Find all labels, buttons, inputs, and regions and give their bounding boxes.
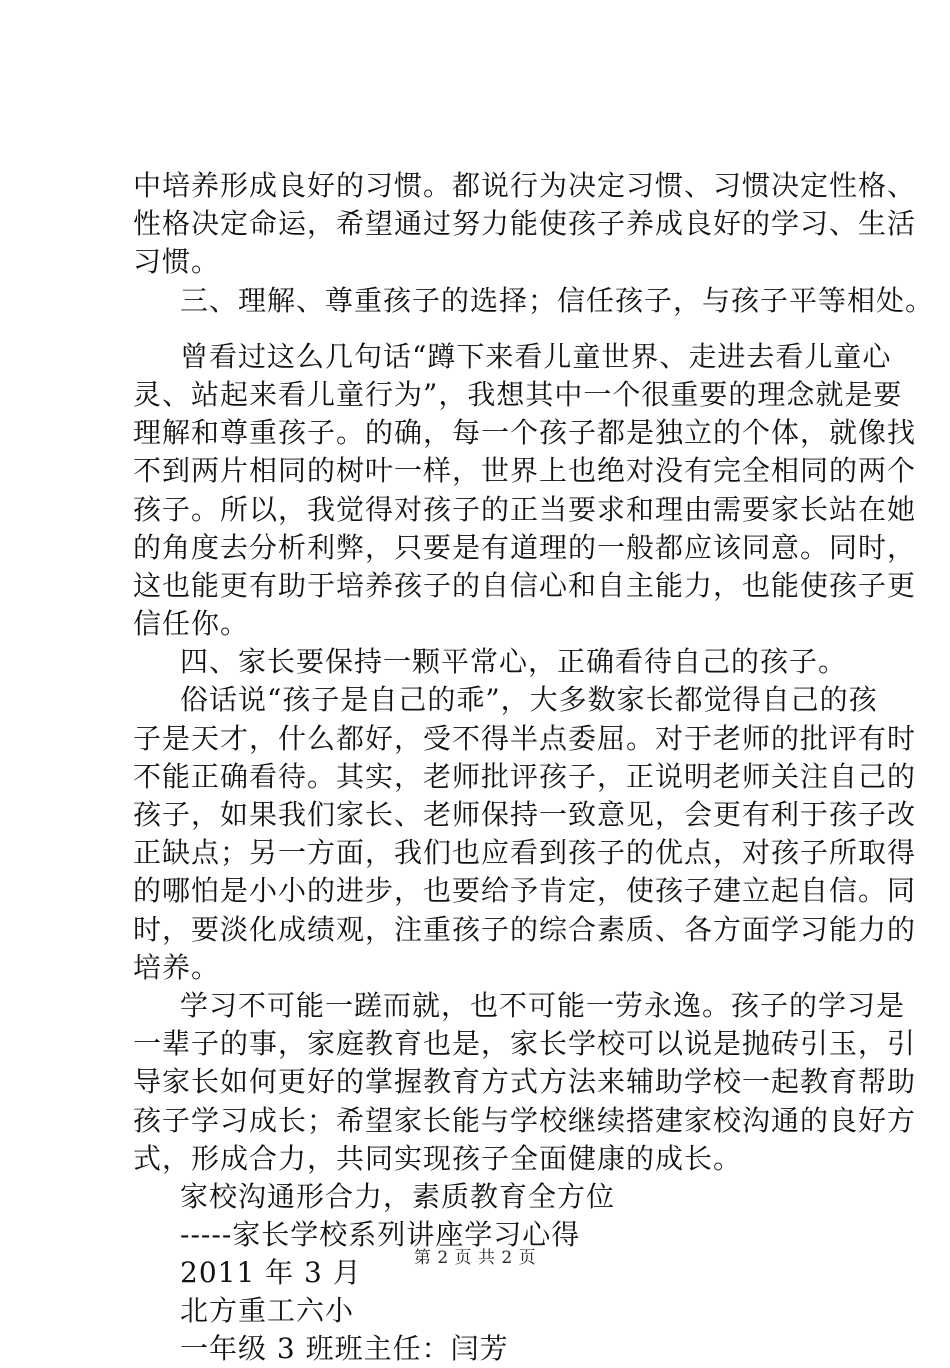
- text-line: 时，要淡化成绩观，注重孩子的综合素质、各方面学习能力的: [133, 912, 917, 946]
- text-line: 俗话说“孩子是自己的乖”，大多数家长都觉得自己的孩: [180, 683, 878, 717]
- text-line: 孩子。所以，我觉得对孩子的正当要求和理由需要家长站在她: [133, 492, 917, 526]
- signature-date: 2011 年 3 月: [180, 1255, 362, 1289]
- text-line: 曾看过这么几句话“蹲下来看儿童世界、走进去看儿童心: [180, 339, 892, 373]
- text-line: 性格决定命运，希望通过努力能使孩子养成良好的学习、生活: [133, 207, 917, 241]
- text-line: 培养。: [133, 950, 221, 984]
- text-line: 这也能更有助于培养孩子的自信心和自主能力，也能使孩子更: [133, 568, 917, 602]
- text-line: 中培养形成良好的习惯。都说行为决定习惯、习惯决定性格、: [133, 169, 917, 202]
- signature-subtitle: -----家长学校系列讲座学习心得: [180, 1217, 581, 1251]
- text-line: 一辈子的事，家庭教育也是，家长学校可以说是抛砖引玉，引: [133, 1027, 917, 1061]
- text-line: 导家长如何更好的掌握教育方式方法来辅助学校一起教育帮助: [133, 1065, 917, 1099]
- text-line: 孩子，如果我们家长、老师保持一致意见，会更有利于孩子改: [133, 798, 917, 831]
- text-line: 的角度去分析利弊，只要是有道理的一般都应该同意。同时，: [133, 530, 917, 564]
- text-line: 理解和尊重孩子。的确，每一个孩子都是独立的个体，就像找: [133, 416, 917, 450]
- text-line: 式，形成合力，共同实现孩子全面健康的成长。: [133, 1141, 743, 1175]
- text-line: 学习不可能一蹉而就，也不可能一劳永逸。孩子的学习是: [180, 988, 906, 1022]
- signature-school: 北方重工六小: [180, 1293, 355, 1327]
- section-heading: 四、家长要保持一颗平常心，正确看待自己的孩子。: [180, 645, 848, 679]
- text-line: 孩子学习成长；希望家长能与学校继续搭建家校沟通的良好方: [133, 1103, 917, 1137]
- signature-title: 家校沟通形合力，素质教育全方位: [180, 1179, 616, 1213]
- signature-author: 一年级 3 班班主任：闫芳: [180, 1331, 509, 1365]
- page-footer: 第 2 页 共 2 页: [413, 1248, 537, 1268]
- text-line: 不到两片相同的树叶一样，世界上也绝对没有完全相同的两个: [133, 454, 917, 488]
- text-line: 子是天才，什么都好，受不得半点委屈。对于老师的批评有时: [133, 721, 917, 755]
- paragraph-gap: [133, 320, 853, 338]
- text-line: 信任你。: [133, 607, 250, 641]
- text-line: 灵、站起来看儿童行为”，我想其中一个很重要的理念就是要: [133, 377, 903, 411]
- text-line: 不能正确看待。其实，老师批评孩子，正说明老师关注自己的: [133, 759, 917, 793]
- text-line: 正缺点；另一方面，我们也应看到孩子的优点，对孩子所取得: [133, 836, 917, 870]
- document-body: [133, 167, 935, 1368]
- text-line: 的哪怕是小小的进步，也要给予肯定，使孩子建立起自信。同: [133, 874, 917, 908]
- section-heading: 三、理解、尊重孩子的选择；信任孩子，与孩子平等相处。: [180, 283, 935, 317]
- text-line: 习惯。: [133, 245, 221, 279]
